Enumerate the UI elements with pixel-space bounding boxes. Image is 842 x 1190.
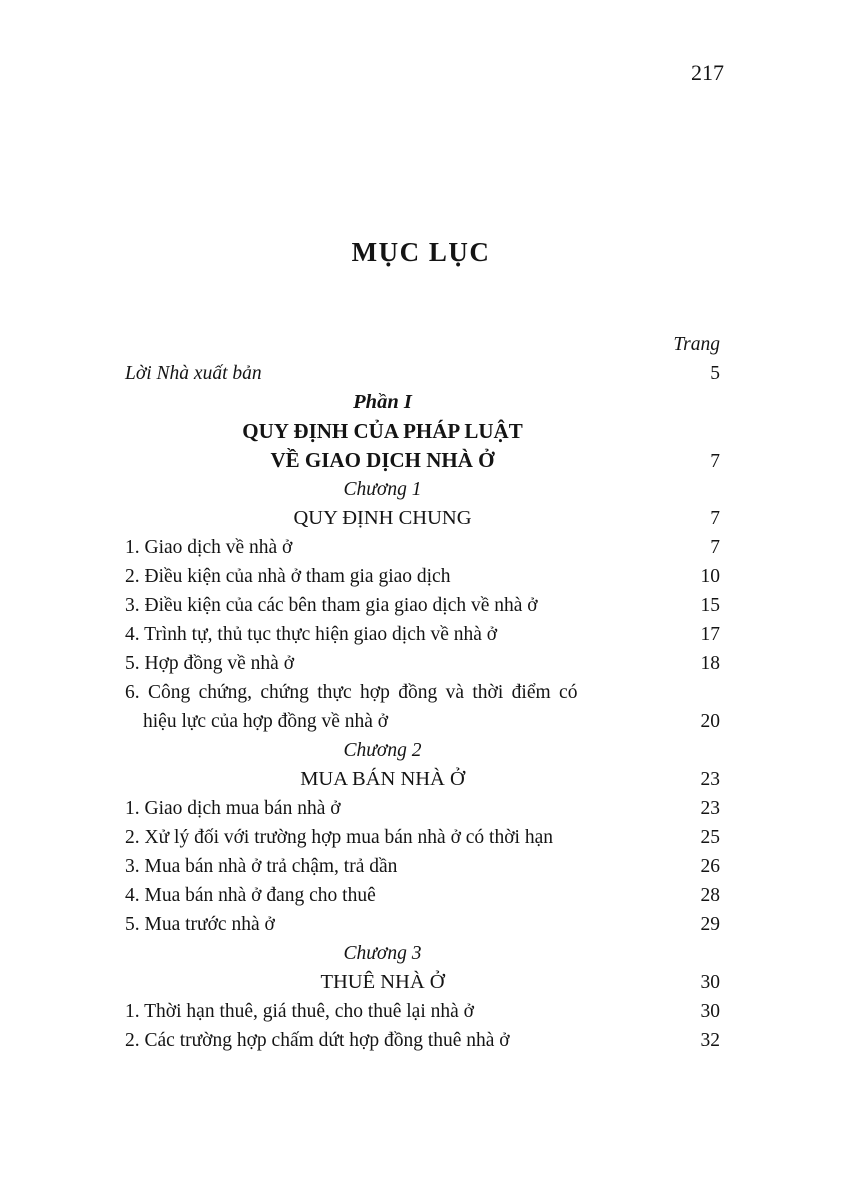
toc-entry-text: 4. Mua bán nhà ở đang cho thuê — [125, 885, 376, 906]
toc-entry-page: 23 — [700, 798, 720, 819]
toc-entry-page: 23 — [700, 769, 720, 790]
toc-entry — [125, 823, 720, 852]
toc-entry-page: 15 — [700, 595, 720, 616]
toc-entry-page: 7 — [710, 451, 720, 472]
toc-entry-text: MUA BÁN NHÀ Ở — [300, 768, 465, 790]
toc-entry-page: 30 — [700, 1001, 720, 1022]
toc-part-title-line-1 — [125, 417, 720, 446]
toc-entry — [125, 591, 720, 620]
toc-entry-text: Chương 1 — [343, 479, 422, 500]
toc-chapter-label-2 — [125, 736, 720, 765]
toc-part-label — [125, 388, 720, 417]
toc-entry-page: 25 — [700, 827, 720, 848]
toc-entry-text: THUÊ NHÀ Ở — [320, 971, 445, 993]
toc-entry-publisher-note — [125, 359, 720, 388]
toc-entry-text: Phần I — [353, 391, 412, 413]
toc-entry-text: QUY ĐỊNH CỦA PHÁP LUẬT — [242, 419, 523, 443]
toc-entry-page: 10 — [700, 566, 720, 587]
toc-header-row — [125, 330, 720, 359]
toc-entry — [125, 794, 720, 823]
toc-entry-page: 32 — [700, 1030, 720, 1051]
toc-entry-page: 18 — [700, 653, 720, 674]
table-of-contents — [125, 330, 720, 1055]
toc-entry — [125, 562, 720, 591]
toc-chapter-title-1 — [125, 504, 720, 533]
toc-entry-page: 5 — [710, 363, 720, 384]
toc-entry-page: 26 — [700, 856, 720, 877]
toc-entry-text: 2. Xử lý đối với trường hợp mua bán nhà ở có thời hạn — [125, 827, 553, 848]
toc-entry-text: Chương 3 — [343, 943, 422, 964]
toc-entry-text: 6. Công chứng, chứng thực hợp đồng và thời điểm có — [125, 682, 578, 703]
toc-entry — [125, 533, 720, 562]
toc-entry-text: hiệu lực của hợp đồng về nhà ở — [143, 711, 389, 732]
toc-entry-text: 1. Thời hạn thuê, giá thuê, cho thuê lại nhà ở — [125, 1001, 474, 1022]
toc-chapter-title-3 — [125, 968, 720, 997]
toc-entry — [125, 649, 720, 678]
toc-column-header: Trang — [673, 334, 720, 355]
toc-chapter-label-1 — [125, 475, 720, 504]
toc-entry-wrapped-line-2 — [125, 707, 720, 736]
toc-entry-text: 3. Điều kiện của các bên tham gia giao dịch về nhà ở — [125, 595, 538, 616]
toc-entry — [125, 910, 720, 939]
toc-entry-text: 1. Giao dịch về nhà ở — [125, 537, 293, 558]
toc-entry-text: 1. Giao dịch mua bán nhà ở — [125, 798, 341, 819]
toc-entry-page: 29 — [700, 914, 720, 935]
toc-chapter-label-3 — [125, 939, 720, 968]
toc-entry-text: 2. Các trường hợp chấm dứt hợp đồng thuê nhà ở — [125, 1030, 510, 1051]
toc-entry-page: 30 — [700, 972, 720, 993]
toc-entry-text: VỀ GIAO DỊCH NHÀ Ở — [270, 448, 495, 472]
toc-entry-text: Chương 2 — [343, 740, 422, 761]
toc-entry-text: QUY ĐỊNH CHUNG — [293, 507, 472, 529]
toc-entry-text: 5. Hợp đồng về nhà ở — [125, 653, 295, 674]
toc-entry-text: 3. Mua bán nhà ở trả chậm, trả dần — [125, 856, 398, 877]
toc-entry-page: 7 — [710, 508, 720, 529]
toc-part-title-line-2 — [125, 446, 720, 475]
toc-entry-wrapped-line-1 — [125, 678, 720, 707]
toc-entry — [125, 852, 720, 881]
toc-entry-page: 17 — [700, 624, 720, 645]
toc-entry — [125, 997, 720, 1026]
toc-entry-text: 5. Mua trước nhà ở — [125, 914, 275, 935]
toc-entry-text: Lời Nhà xuất bản — [125, 363, 262, 384]
toc-entry — [125, 620, 720, 649]
toc-entry — [125, 881, 720, 910]
toc-entry-text: 4. Trình tự, thủ tục thực hiện giao dịch về nhà ở — [125, 624, 498, 645]
page-number-folio: 217 — [691, 60, 724, 85]
toc-entry-page: 28 — [700, 885, 720, 906]
toc-chapter-title-2 — [125, 765, 720, 794]
toc-entry — [125, 1026, 720, 1055]
toc-entry-page: 7 — [710, 537, 720, 558]
page-title: MỤC LỤC — [351, 237, 491, 267]
toc-entry-page: 20 — [700, 711, 720, 732]
toc-entry-text: 2. Điều kiện của nhà ở tham gia giao dịch — [125, 566, 451, 587]
